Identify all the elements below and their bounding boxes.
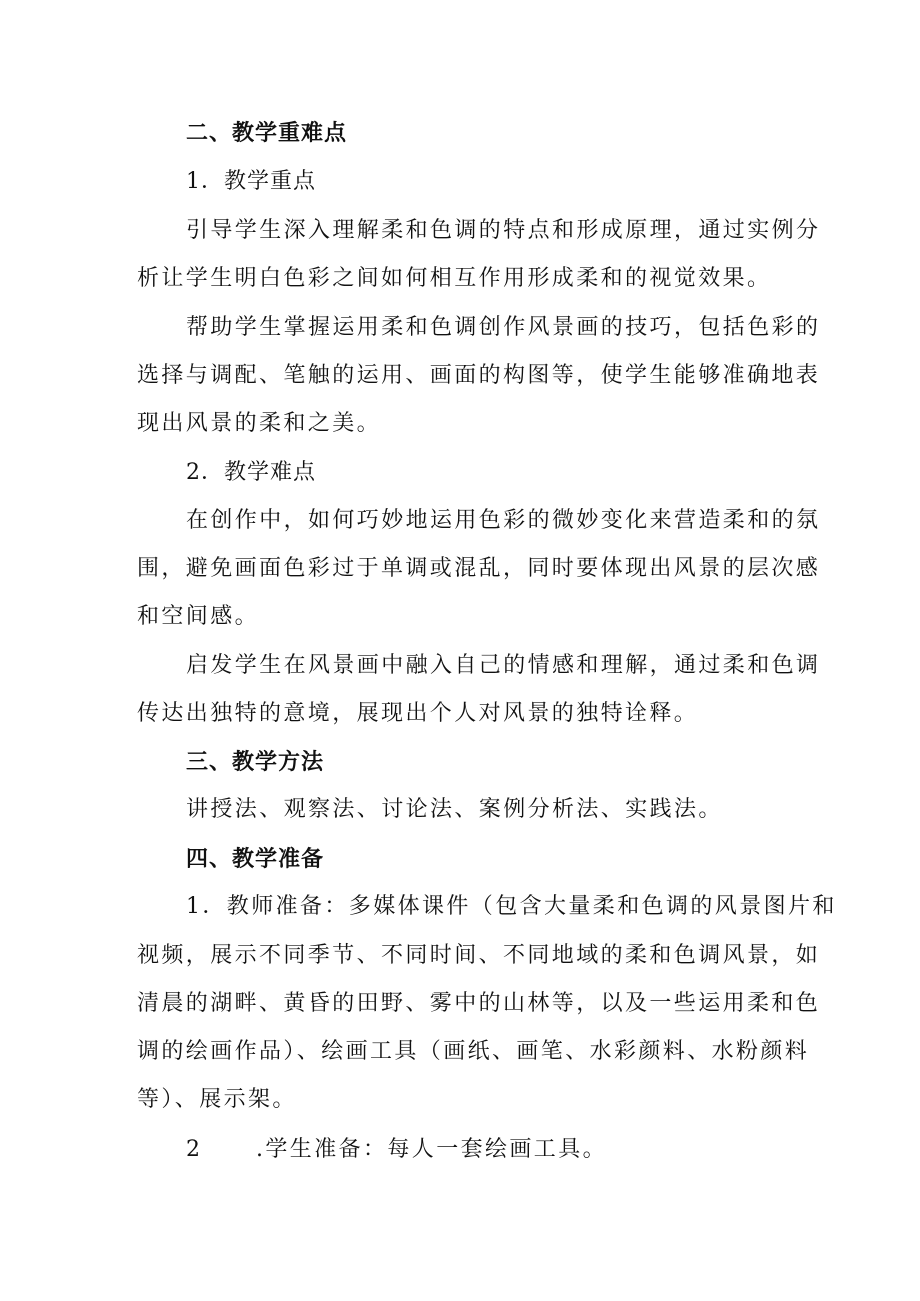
paragraph-line: 启发学生在风景画中融入自己的情感和理解，通过柔和色调 [186,653,821,678]
paragraph-line: 清晨的湖畔、黄昏的田野、雾中的山林等，以及一些运用柔和色 [137,991,821,1016]
list-text: .学生准备：每人一套绘画工具。 [256,1137,607,1162]
paragraph-line: 引导学生深入理解柔和色调的特点和形成原理，通过实例分 [186,218,821,243]
student-preparation-line [186,1135,846,1165]
subheading-teaching-focus: 1．教学重点 [186,169,316,194]
paragraph-line: 现出风景的柔和之美。 [137,411,382,436]
paragraph-line: 1．教师准备：多媒体课件（包含大量柔和色调的风景图片和 [186,894,837,919]
paragraph-line: 析让学生明白色彩之间如何相互作用形成柔和的视觉效果。 [137,266,772,291]
list-number: 2 [186,1137,203,1162]
paragraph-line: 调的绘画作品）、绘画工具（画纸、画笔、水彩颜料、水粉颜料 [137,1039,810,1064]
subheading-teaching-difficulty: 2．教学难点 [186,460,316,485]
paragraph-line: 帮助学生掌握运用柔和色调创作风景画的技巧，包括色彩的 [186,315,821,340]
paragraph-line: 讲授法、观察法、讨论法、案例分析法、实践法。 [186,797,723,822]
paragraph-line: 围，避免画面色彩过于单调或混乱，同时要体现出风景的层次感 [137,556,821,581]
section-heading-2: 二、教学重难点 [186,120,348,146]
paragraph-line: 传达出独特的意境，展现出个人对风景的独特诠释。 [137,701,699,726]
paragraph-line: 选择与调配、笔触的运用、画面的构图等，使学生能够准确地表 [137,363,821,388]
paragraph-line: 视频，展示不同季节、不同时间、不同地域的柔和色调风景，如 [137,943,821,968]
paragraph-line: 在创作中，如何巧妙地运用色彩的微妙变化来营造柔和的氛 [186,508,821,533]
section-heading-3: 三、教学方法 [186,749,325,775]
section-heading-4: 四、教学准备 [186,846,325,872]
paragraph-line: 等）、展示架。 [137,1087,297,1112]
paragraph-line: 和空间感。 [137,604,260,629]
